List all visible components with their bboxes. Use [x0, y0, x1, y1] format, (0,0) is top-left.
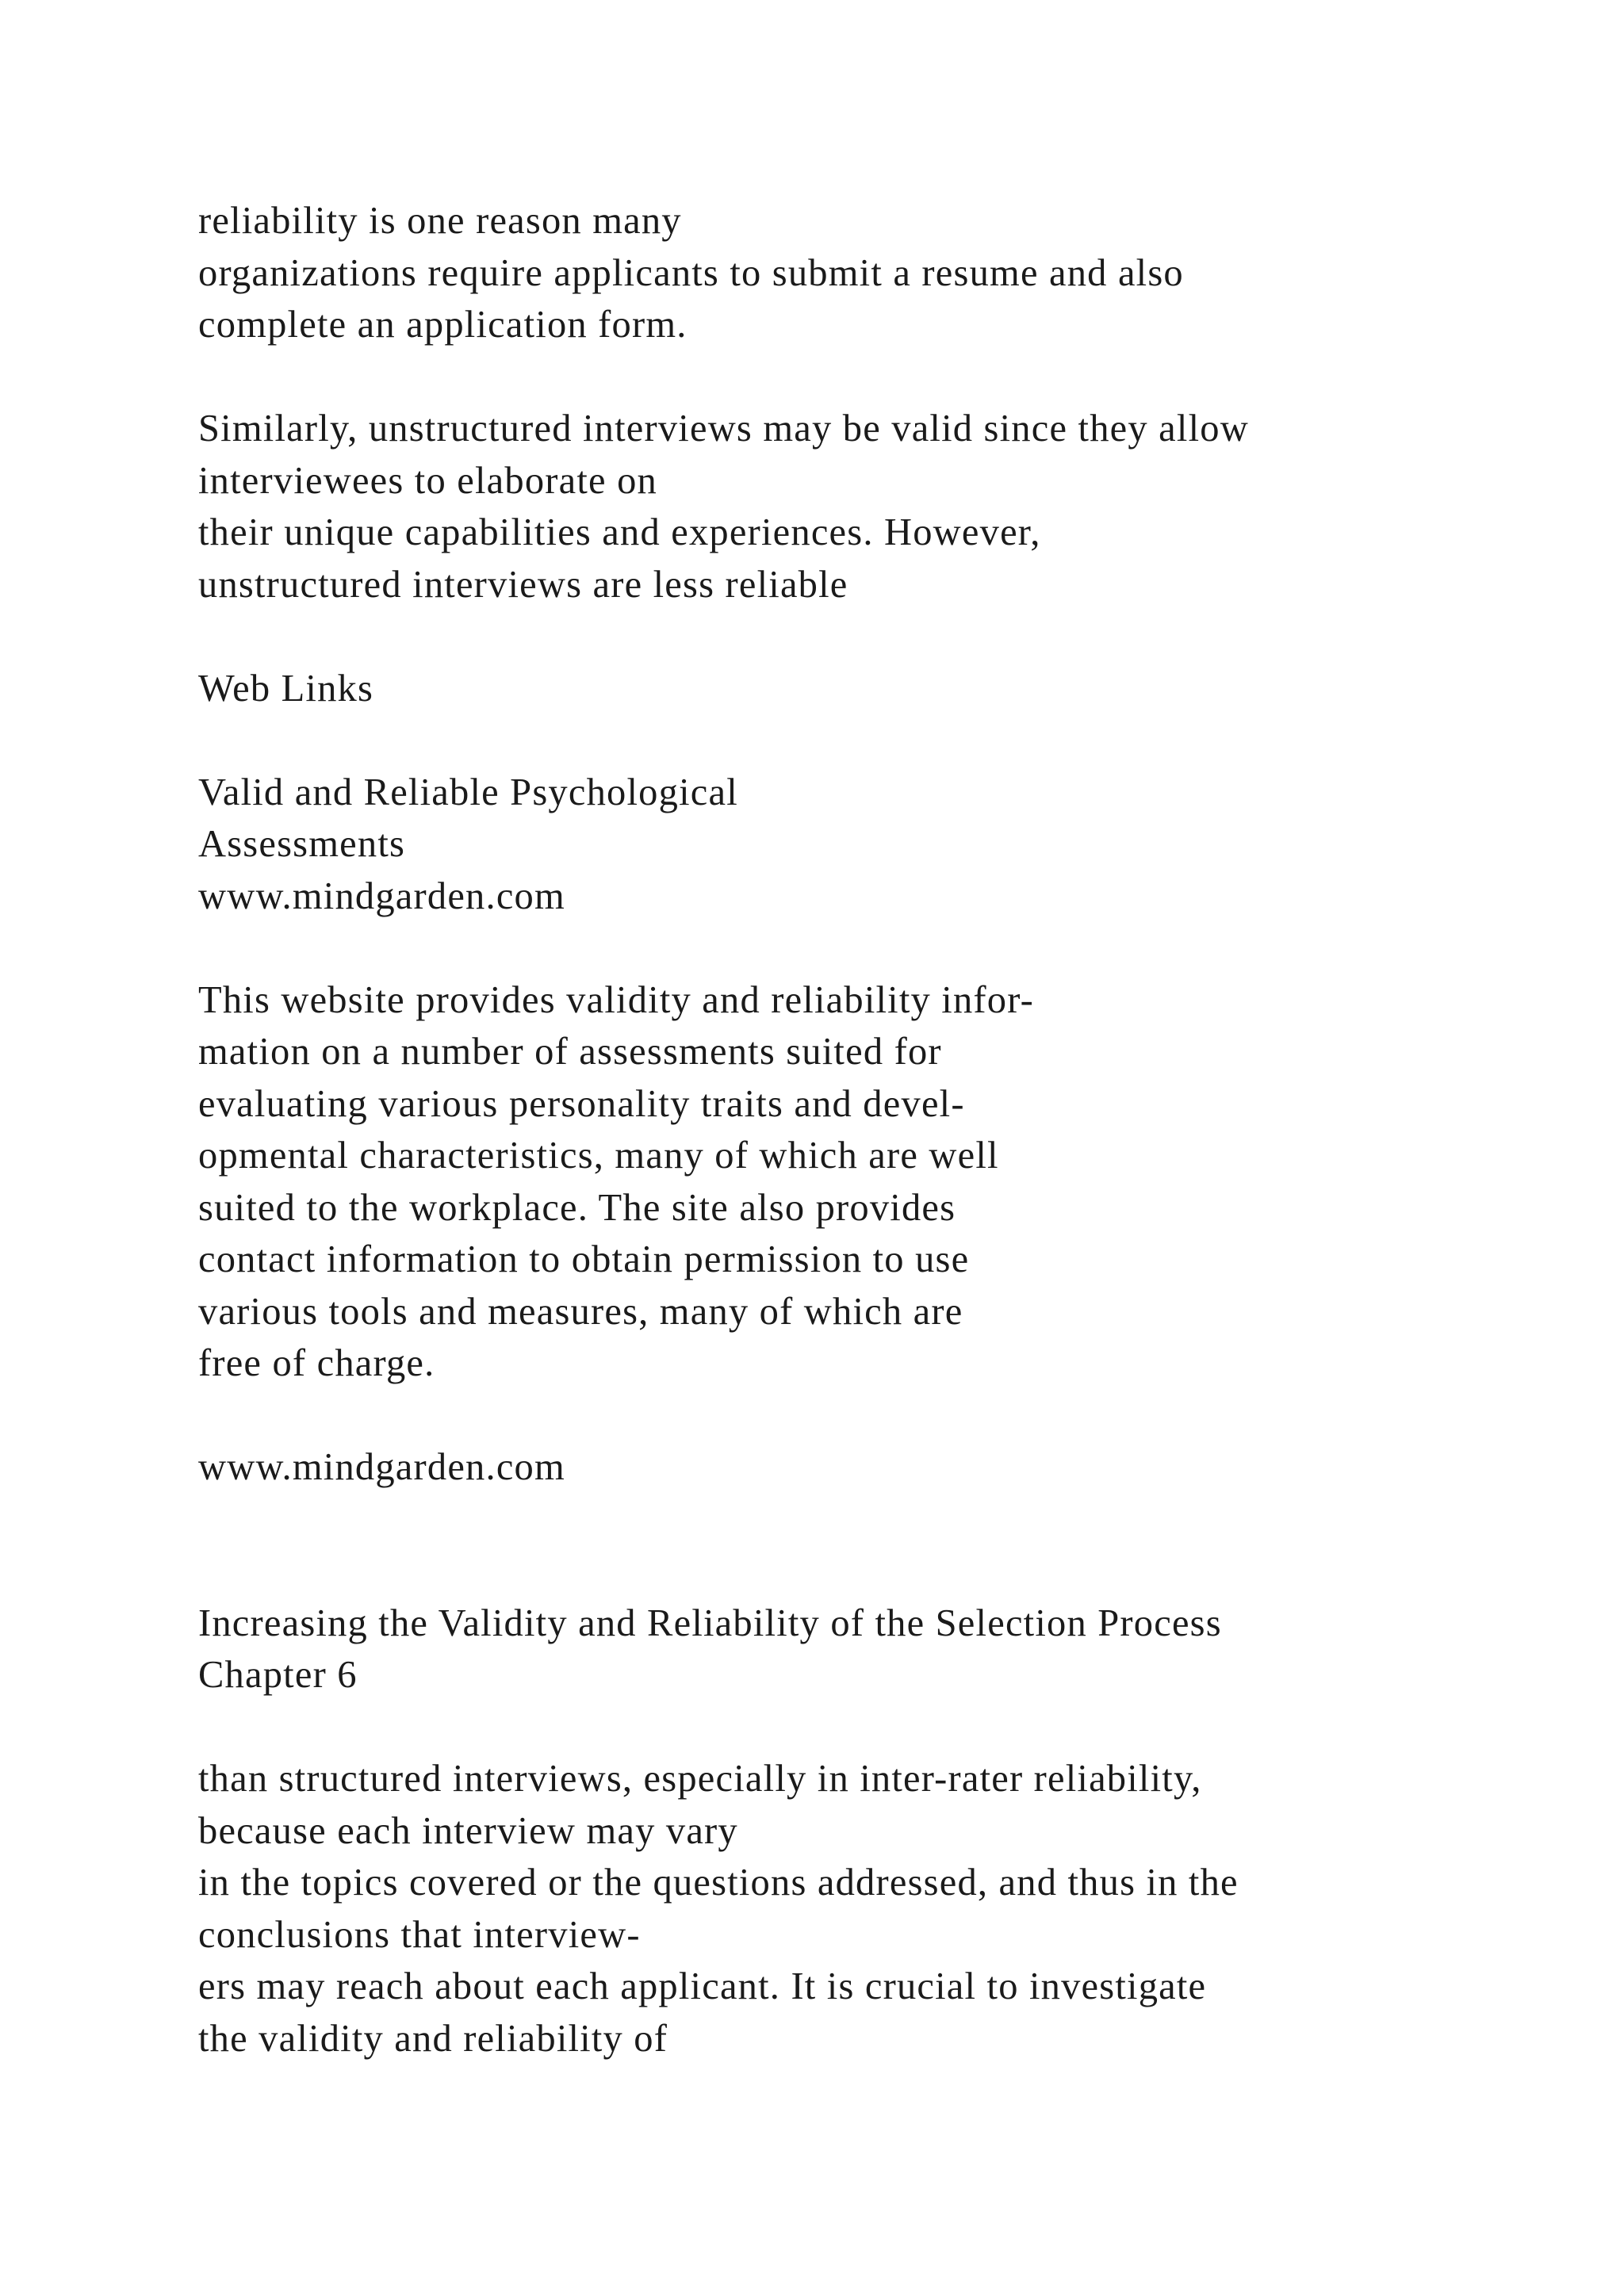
text-line: ers may reach about each applicant. It is crucial to investigate [198, 1965, 1207, 2007]
text-line: the validity and reliability of [198, 2017, 668, 2060]
web-link-description [198, 974, 1546, 1390]
text-line: opmental characteristics, many of which are well [198, 1135, 999, 1177]
paragraph-spacer [198, 610, 1546, 663]
paragraph-unstructured-interviews [198, 403, 1546, 610]
running-header-chapter: Chapter 6 [198, 1654, 358, 1696]
text-line: free of charge. [198, 1342, 435, 1384]
paragraph-application-form [198, 195, 1546, 351]
web-link-url-repeat [198, 1441, 1546, 1494]
text-line: complete an application form. [198, 304, 688, 346]
text-line: conclusions that interview- [198, 1913, 641, 1956]
text-line: than structured interviews, especially in inter-rater reliability, [198, 1758, 1202, 1800]
running-header-title: Increasing the Validity and Reliability of the Selection Process [198, 1601, 1222, 1644]
web-link-url: www.mindgarden.com [198, 1446, 565, 1488]
text-line: This website provides validity and reliability infor- [198, 978, 1034, 1021]
paragraph-spacer [198, 1701, 1546, 1754]
paragraph-spacer [198, 351, 1546, 404]
web-link-entry [198, 767, 1546, 923]
text-line: in the topics covered or the questions addressed, and thus in the [198, 1862, 1239, 1904]
web-links-heading [198, 663, 1546, 715]
text-line: Web Links [198, 667, 374, 710]
text-line: interviewees to elaborate on [198, 459, 657, 502]
text-line: mation on a number of assessments suited for [198, 1031, 942, 1073]
text-line: Valid and Reliable Psychological [198, 771, 738, 813]
paragraph-inter-rater [198, 1753, 1546, 2064]
text-line: evaluating various personality traits and devel- [198, 1082, 965, 1125]
document-body [198, 195, 1546, 2064]
text-line: suited to the workplace. The site also provides [198, 1186, 956, 1229]
web-link-url: www.mindgarden.com [198, 874, 565, 917]
text-line: unstructured interviews are less reliable [198, 563, 848, 606]
text-line: contact information to obtain permission to use [198, 1238, 970, 1280]
paragraph-spacer [198, 714, 1546, 767]
paragraph-spacer [198, 1390, 1546, 1442]
text-line: reliability is one reason many [198, 200, 682, 242]
paragraph-spacer [198, 922, 1546, 974]
text-line: because each interview may vary [198, 1809, 738, 1852]
text-line: Assessments [198, 823, 406, 865]
running-header [198, 1598, 1546, 1701]
text-line: organizations require applicants to submit a resume and also [198, 251, 1184, 294]
text-line: their unique capabilities and experiences. However, [198, 511, 1041, 553]
section-spacer [198, 1494, 1546, 1598]
text-line: Similarly, unstructured interviews may be valid since they allow [198, 408, 1249, 450]
text-line: various tools and measures, many of which are [198, 1290, 963, 1333]
